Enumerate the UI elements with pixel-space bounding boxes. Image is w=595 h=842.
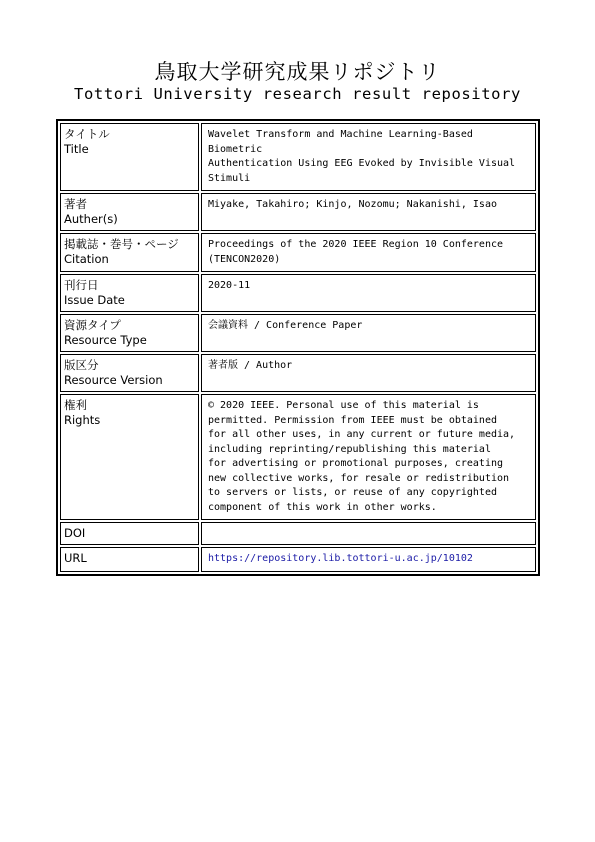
value-resource-type: 会議資料 / Conference Paper [201,314,536,352]
label-rights-en: Rights [64,413,101,427]
row-rights [60,394,536,520]
label-resource-version-en: Resource Version [64,373,163,387]
label-citation [60,233,199,272]
label-author [60,193,199,231]
row-doi [60,522,536,545]
label-resource-type-en: Resource Type [64,333,147,347]
value-author: Miyake, Takahiro; Kinjo, Nozomu; Nakanishi, Isao [201,193,536,231]
label-author-ja: 著者 [64,197,87,211]
row-url [60,547,536,572]
row-resource-version [60,354,536,392]
label-title-ja: タイトル [64,127,110,141]
label-citation-ja: 掲載誌・巻号・ページ [64,237,179,251]
label-rights [60,394,199,520]
label-issue-date [60,274,199,312]
label-url: URL [60,547,199,572]
label-author-en: Auther(s) [64,212,118,226]
label-citation-en: Citation [64,252,109,266]
label-resource-version-ja: 版区分 [64,358,99,372]
label-doi: DOI [60,522,199,545]
value-issue-date: 2020-11 [201,274,536,312]
value-doi [201,522,536,545]
label-resource-version [60,354,199,392]
value-rights: © 2020 IEEE. Personal use of this material is permitted. Permission from IEEE must be obtained for all other uses, in any current or future media, including reprinting/republishing this material for advertising or promotional purposes, creating new collective works, for resale or redistribution to servers or lists, or reuse of any copyrighted component of this work in other works. [201,394,536,520]
label-rights-ja: 権利 [64,398,87,412]
metadata-table [56,119,540,576]
repository-title-en: Tottori University research result repository [74,85,521,103]
repository-url-link[interactable]: https://repository.lib.tottori-u.ac.jp/10102 [208,553,473,564]
repository-title-ja: 鳥取大学研究成果リポジトリ [154,60,441,84]
row-author [60,193,536,231]
label-resource-type-ja: 資源タイプ [64,318,121,332]
label-title-en: Title [64,142,89,156]
value-citation: Proceedings of the 2020 IEEE Region 10 Conference (TENCON2020) [201,233,536,272]
label-issue-date-en: Issue Date [64,293,125,307]
value-url [201,547,536,572]
value-title: Wavelet Transform and Machine Learning-Based Biometric Authentication Using EEG Evoked by Invisible Visual Stimuli [201,123,536,191]
value-resource-version: 著者版 / Author [201,354,536,392]
row-issue-date [60,274,536,312]
label-resource-type [60,314,199,352]
label-issue-date-ja: 刊行日 [64,278,99,292]
row-title [60,123,536,191]
row-resource-type [60,314,536,352]
row-citation [60,233,536,272]
label-title [60,123,199,191]
